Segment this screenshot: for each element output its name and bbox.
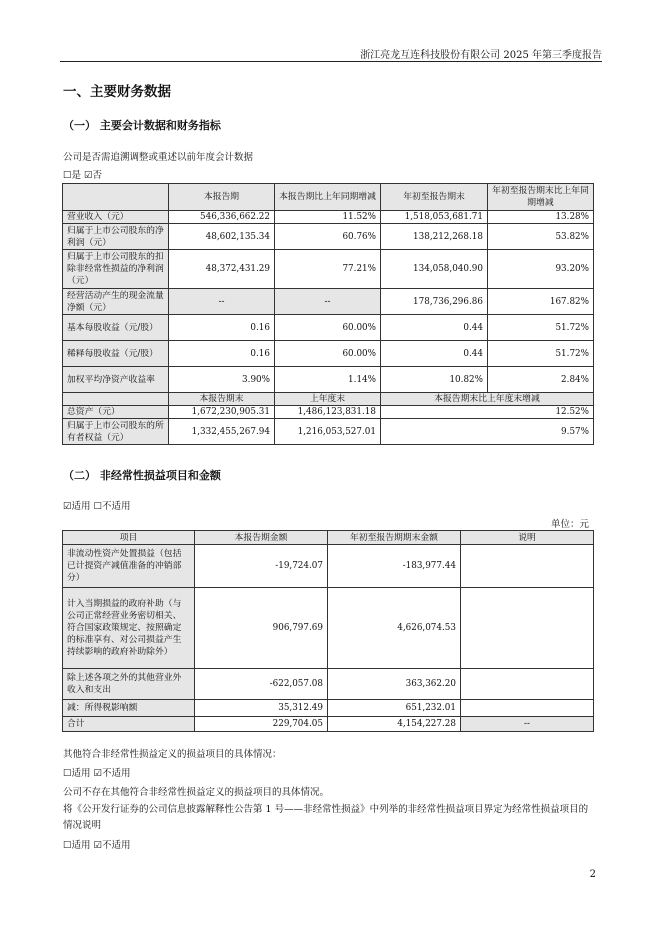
- header-cell: 本报告期末比上年度末增减: [381, 393, 594, 406]
- cell: 229,704.05: [195, 717, 328, 732]
- cell: 9.57%: [381, 419, 594, 445]
- row-label: 归属于上市公司股东的扣除非经常性损益的净利润（元）: [63, 250, 169, 289]
- cell: 4,626,074.53: [328, 588, 461, 669]
- non-recurring-table: [62, 530, 594, 732]
- other-items-question: 其他符合非经常性损益定义的损益项目的具体情况：: [63, 749, 282, 760]
- header-cell: 本报告期末: [169, 393, 275, 406]
- table-header-row: [63, 184, 594, 211]
- header-cell: 年初至报告期期末金额: [328, 531, 461, 545]
- header-cell: [63, 393, 169, 406]
- cell: 167.82%: [488, 289, 594, 315]
- cell: [461, 700, 594, 717]
- table-row: [63, 367, 594, 393]
- header-cell: 上年度末: [275, 393, 381, 406]
- row-label: 基本每股收益（元/股）: [63, 315, 169, 341]
- cell: 60.00%: [275, 315, 381, 341]
- table-row: [63, 289, 594, 315]
- row-label: 减：所得税影响额: [63, 700, 195, 717]
- cell: 363,362.20: [328, 669, 461, 700]
- table-row: [63, 669, 594, 700]
- header-cell: 本报告期: [169, 184, 275, 211]
- applicable-status: ☑适用 ☐不适用: [63, 501, 131, 512]
- cell: 11.52%: [275, 211, 381, 224]
- key-financial-table: [62, 183, 594, 445]
- unit-label: 单位：元: [550, 519, 589, 530]
- cell: [461, 669, 594, 700]
- cell: 77.21%: [275, 250, 381, 289]
- page-number: 2: [589, 869, 596, 880]
- cell: 134,058,040.90: [381, 250, 488, 289]
- cell: 51.72%: [488, 341, 594, 367]
- cell: -183,977.44: [328, 545, 461, 588]
- cell: 1,518,053,681.71: [381, 211, 488, 224]
- cell: 35,312.49: [195, 700, 328, 717]
- cell: 0.44: [381, 315, 488, 341]
- cell: 48,602,135.34: [169, 224, 275, 250]
- row-label: 合计: [63, 717, 195, 732]
- cell: 1,216,053,527.01: [275, 419, 381, 445]
- cell: 0.16: [169, 315, 275, 341]
- cell: 13.28%: [488, 211, 594, 224]
- header-cell: 说明: [461, 531, 594, 545]
- cell: 138,212,268.18: [381, 224, 488, 250]
- row-label: 加权平均净资产收益率: [63, 367, 169, 393]
- cell: [461, 588, 594, 669]
- cell: 53.82%: [488, 224, 594, 250]
- row-label: 非流动性资产处置损益（包括已计提资产减值准备的冲销部分）: [63, 545, 195, 588]
- cell: 0.44: [381, 341, 488, 367]
- table-header-row: [63, 531, 594, 545]
- cell: 48,372,431.29: [169, 250, 275, 289]
- header-cell: 本报告期比上年同期增减: [275, 184, 381, 211]
- cell: [461, 545, 594, 588]
- row-label: 营业收入（元）: [63, 211, 169, 224]
- cell: 12.52%: [381, 406, 594, 419]
- cell: 651,232.01: [328, 700, 461, 717]
- cell: 3.90%: [169, 367, 275, 393]
- running-header: 浙江亮龙互连科技股份有限公司 2025 年第三季度报告: [360, 50, 602, 61]
- cell: 1,486,123,831.18: [275, 406, 381, 419]
- table-header-row: [63, 393, 594, 406]
- subsection-title-2: （二） 非经常性损益项目和金额: [63, 469, 221, 482]
- restate-answer: ☐是 ☑否: [63, 170, 103, 181]
- table-row: [63, 545, 594, 588]
- row-label: 稀释每股收益（元/股）: [63, 341, 169, 367]
- other-items-text: 公司不存在其他符合非经常性损益定义的损益项目的具体情况。: [63, 787, 330, 798]
- table-row: [63, 341, 594, 367]
- cell: -622,057.08: [195, 669, 328, 700]
- cell: 546,336,662.22: [169, 211, 275, 224]
- announcement-answer: ☐适用 ☑不适用: [63, 840, 131, 851]
- header-cell: [63, 184, 169, 211]
- table-row: [63, 315, 594, 341]
- cell: 60.00%: [275, 341, 381, 367]
- row-label: 计入当期损益的政府补助（与公司正常经营业务密切相关、符合国家政策规定、按照确定的标准享有、对公司损益产生持续影响的政府补助除外）: [63, 588, 195, 669]
- cell: 2.84%: [488, 367, 594, 393]
- row-label: 归属于上市公司股东的净利润（元）: [63, 224, 169, 250]
- cell: 178,736,296.86: [381, 289, 488, 315]
- table-row: [63, 406, 594, 419]
- table-row: [63, 588, 594, 669]
- cell: -19,724.07: [195, 545, 328, 588]
- cell: 4,154,227.28: [328, 717, 461, 732]
- cell: 93.20%: [488, 250, 594, 289]
- row-label: 除上述各项之外的其他营业外收入和支出: [63, 669, 195, 700]
- row-label: 经营活动产生的现金流量净额（元）: [63, 289, 169, 315]
- announcement-text: 将《公开发行证券的公司信息披露解释性公告第 1 号——非经常性损益》中列举的非经常性损益项目界定为经常性损益项目的情况说明: [63, 804, 589, 831]
- other-items-answer: ☐适用 ☑不适用: [63, 768, 131, 779]
- header-cell: 年初至报告期末比上年同期增减: [488, 184, 594, 211]
- header-cell: 本报告期金额: [195, 531, 328, 545]
- table-row: [63, 700, 594, 717]
- table-row: [63, 224, 594, 250]
- cell: 0.16: [169, 341, 275, 367]
- table-row: [63, 419, 594, 445]
- header-cell: 年初至报告期末: [381, 184, 488, 211]
- header-rule: [60, 61, 602, 62]
- row-label: 归属于上市公司股东的所有者权益（元）: [63, 419, 169, 445]
- subsection-title-1: （一） 主要会计数据和财务指标: [63, 119, 221, 132]
- section-title: 一、主要财务数据: [63, 84, 171, 100]
- header-cell: 项目: [63, 531, 195, 545]
- table-row: [63, 717, 594, 732]
- cell: --: [169, 289, 275, 315]
- cell: 51.72%: [488, 315, 594, 341]
- cell: 1.14%: [275, 367, 381, 393]
- cell: --: [461, 717, 594, 732]
- cell: --: [275, 289, 381, 315]
- table-row: [63, 250, 594, 289]
- restate-question: 公司是否需追溯调整或重述以前年度会计数据: [63, 152, 254, 163]
- table-row: [63, 211, 594, 224]
- row-label: 总资产（元）: [63, 406, 169, 419]
- cell: 60.76%: [275, 224, 381, 250]
- cell: 906,797.69: [195, 588, 328, 669]
- cell: 1,672,230,905.31: [169, 406, 275, 419]
- cell: 1,332,455,267.94: [169, 419, 275, 445]
- cell: 10.82%: [381, 367, 488, 393]
